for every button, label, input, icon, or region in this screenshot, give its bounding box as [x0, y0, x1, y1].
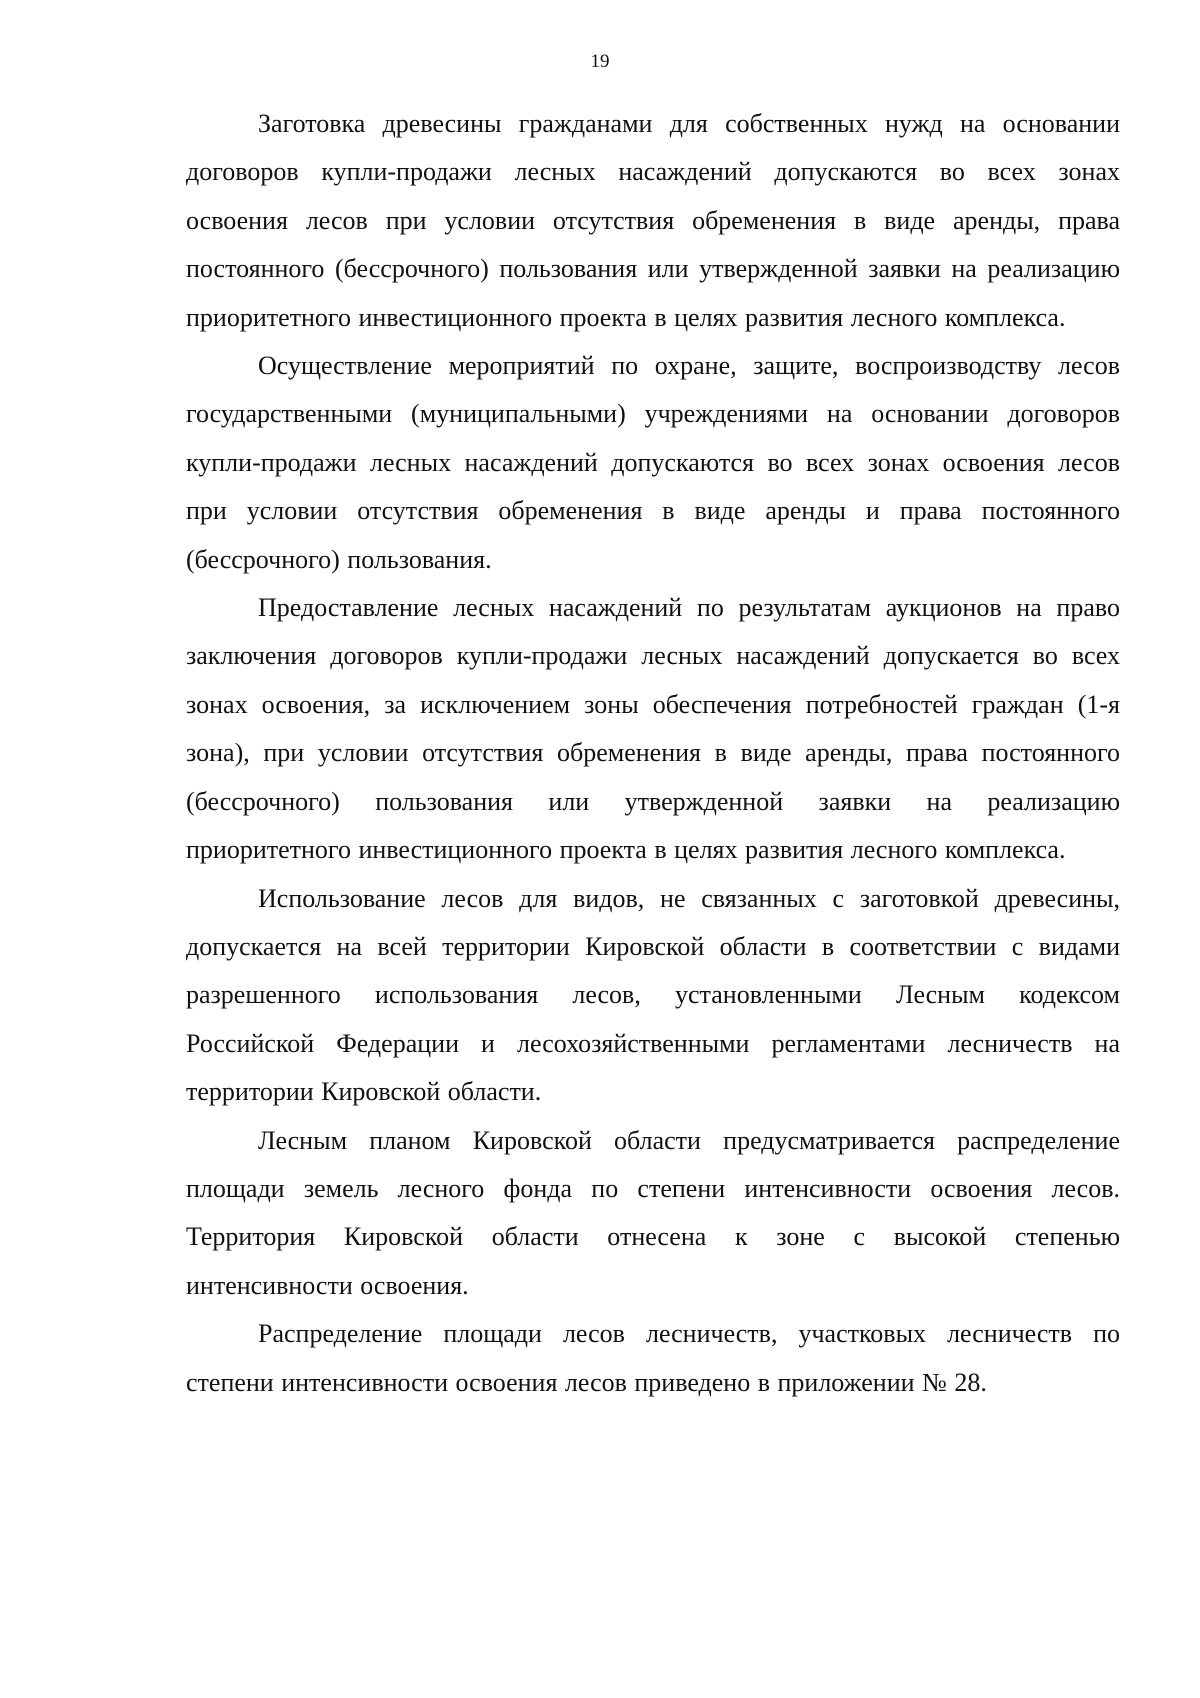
paragraph-appendix-reference: Распределение площади лесов лесничеств, участковых лесничеств по степени интенсивности освоения лесов приведено в приложении № 28.	[186, 1319, 1120, 1397]
paragraph-timber-harvesting-citizens: Заготовка древесины гражданами для собственных нужд на основании договоров купли-продажи лесных насаждений допускаются во всех зонах освоения лесов при условии отсутствия обременения в виде аренды, права постоянного (бессрочного) пользования или утвержденной заявки на реализацию приоритетного инвестиционного проекта в целях развития лесного комплекса.	[186, 109, 1120, 332]
paragraph-non-timber-use: Использование лесов для видов, не связанных с заготовкой древесины, допускается на всей территории Кировской области в соответствии с видами разрешенного использования лесов, установленными Лесным кодексом Российской Федерации и лесохозяйственными регламентами лесничеств на территории Кировской области.	[186, 883, 1120, 1107]
paragraph-forest-protection-activities: Осуществление мероприятий по охране, защите, воспроизводству лесов государственными (муниципальными) учреждениями на основании договоров купли-продажи лесных насаждений допускаются во всех зонах освоения лесов при условии отсутствия обременения в виде аренды и права постоянного (бессрочного) пользования.	[186, 351, 1120, 574]
body-text	[186, 100, 1120, 1407]
paragraph-auction-provision: Предоставление лесных насаждений по результатам аукционов на право заключения договоров купли-продажи лесных насаждений допускается во всех зонах освоения, за исключением зоны обеспечения потребностей граждан (1-я зона), при условии отсутствия обременения в виде аренды, права постоянного (бессрочного) пользования или утвержденной заявки на реализацию приоритетного инвестиционного проекта в целях развития лесного комплекса.	[186, 593, 1120, 865]
page-number: 19	[590, 51, 610, 72]
paragraph-intensity-distribution: Лесным планом Кировской области предусматривается распределение площади земель лесного фонда по степени интенсивности освоения лесов. Территория Кировской области отнесена к зоне с высокой степенью интенсивности освоения.	[186, 1125, 1120, 1300]
